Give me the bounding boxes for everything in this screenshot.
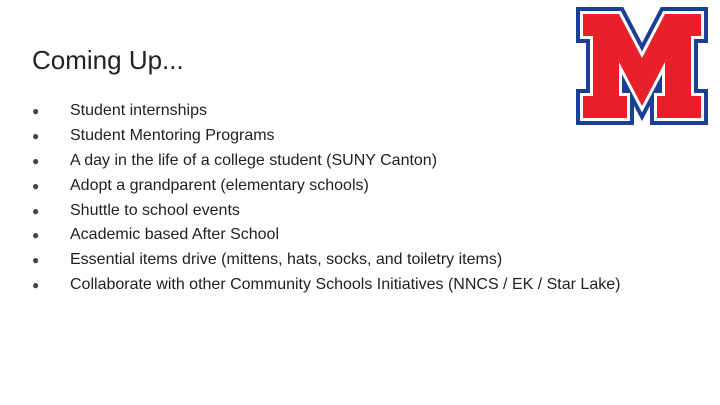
list-item-text: A day in the life of a college student (SUNY Canton) [70, 151, 438, 169]
list-item [30, 273, 620, 298]
list-item [30, 99, 620, 124]
list-item-text: Essential items drive (mittens, hats, socks, and toiletry items) [70, 251, 503, 269]
list-item-text: Collaborate with other Community Schools Initiatives (NNCS / EK / Star Lake) [70, 275, 621, 293]
list-item [30, 173, 620, 198]
list-item-text: Shuttle to school events [70, 201, 240, 219]
list-item [30, 149, 620, 174]
list-item [30, 248, 620, 273]
bullet-marker: ● [32, 277, 40, 292]
list-item-text: Adopt a grandparent (elementary schools) [70, 176, 369, 194]
school-m-logo [575, 6, 709, 126]
bullet-marker: ● [32, 203, 40, 218]
list-item [30, 223, 620, 248]
bullet-marker: ● [32, 253, 40, 268]
bullet-marker: ● [32, 178, 40, 193]
list-item [30, 124, 620, 149]
list-item-text: Student internships [70, 102, 207, 120]
list-item-text: Student Mentoring Programs [70, 127, 275, 145]
list-item [30, 198, 620, 223]
bullet-list [30, 99, 620, 297]
slide-title: Coming Up... [32, 45, 184, 75]
bullet-marker: ● [32, 129, 40, 144]
list-item-text: Academic based After School [70, 226, 280, 244]
bullet-marker: ● [32, 228, 40, 243]
bullet-marker: ● [32, 153, 40, 168]
bullet-marker: ● [32, 104, 40, 119]
